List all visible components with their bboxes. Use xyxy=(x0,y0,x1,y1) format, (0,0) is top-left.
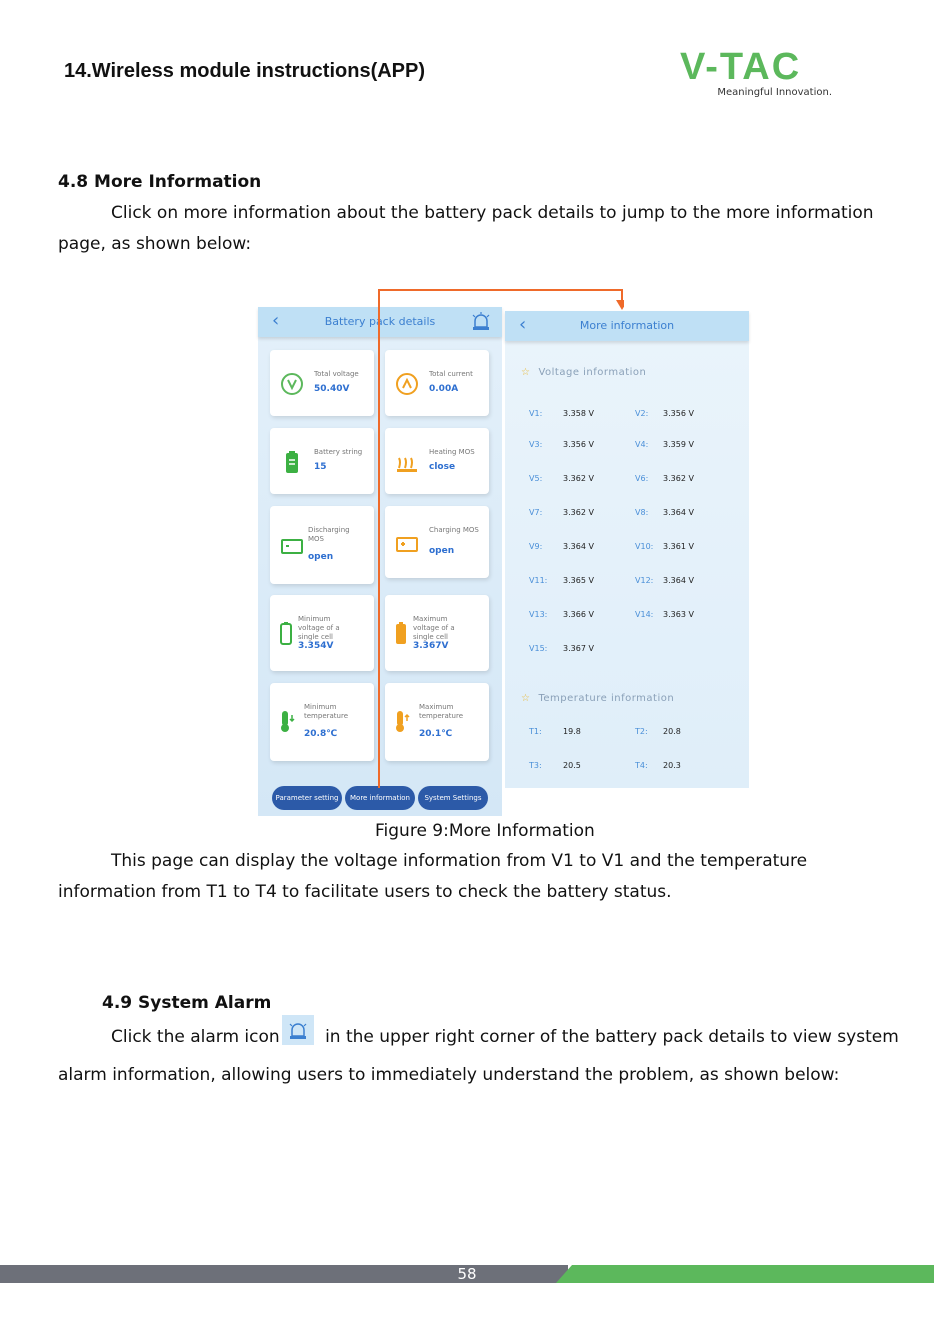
voltage-icon xyxy=(280,372,304,396)
thermometer-low-icon xyxy=(274,709,298,733)
voltage-key: V7: xyxy=(529,508,543,517)
card-total-voltage xyxy=(270,350,374,416)
back-arrow-icon[interactable]: ‹ xyxy=(519,314,527,335)
voltage-value: 3.362 V xyxy=(563,474,594,483)
voltage-value: 3.362 V xyxy=(563,508,594,517)
card-label: Maximum voltage of a single cell xyxy=(413,615,455,641)
voltage-key: V8: xyxy=(635,508,649,517)
temperature-value: 20.3 xyxy=(663,761,681,770)
temperature-key: T3: xyxy=(529,761,542,770)
section-49-paragraph-line1: Click the alarm icon in the upper right corner of the battery pack details to view system xyxy=(111,1022,899,1053)
temperature-key: T4: xyxy=(635,761,648,770)
voltage-value: 3.361 V xyxy=(663,542,694,551)
temperature-value: 19.8 xyxy=(563,727,581,736)
temperature-info-heading: ☆ Temperature information xyxy=(521,693,675,704)
card-label: Total current xyxy=(429,370,473,378)
vtac-logo xyxy=(680,48,832,102)
temperature-value: 20.5 xyxy=(563,761,581,770)
section-title-more-information: 4.8 More Information xyxy=(58,172,262,192)
system-settings-button[interactable]: System Settings xyxy=(418,786,488,810)
section-48-paragraph-line1: Click on more information about the battery pack details to jump to the more information xyxy=(111,203,874,223)
card-value: open xyxy=(308,552,334,562)
back-arrow-icon[interactable]: ‹ xyxy=(272,310,280,331)
section-49-paragraph-line2: alarm information, allowing users to immediately understand the problem, as shown below: xyxy=(58,1065,840,1085)
voltage-key: V12: xyxy=(635,576,654,585)
star-icon: ☆ xyxy=(521,367,531,378)
inline-alarm-icon xyxy=(282,1015,314,1045)
page-number: 58 xyxy=(457,1265,477,1283)
star-icon: ☆ xyxy=(521,693,531,704)
document-header-title: 14.Wireless module instructions(APP) xyxy=(64,60,426,82)
voltage-key: V15: xyxy=(529,644,548,653)
voltage-key: V14: xyxy=(635,610,654,619)
card-value: 15 xyxy=(314,462,327,472)
battery-icon xyxy=(280,450,304,474)
after-figure-line2: information from T1 to T4 to facilitate users to check the battery status. xyxy=(58,882,672,902)
card-label: Battery string xyxy=(314,448,363,456)
voltage-value: 3.366 V xyxy=(563,610,594,619)
card-label: Heating MOS xyxy=(429,448,475,456)
voltage-value: 3.359 V xyxy=(663,440,694,449)
card-value: 20.1℃ xyxy=(419,729,453,739)
voltage-value: 3.358 V xyxy=(563,409,594,418)
card-label: Minimum temperature xyxy=(304,703,348,720)
logo-tagline: Meaningful Innovation. xyxy=(717,87,832,98)
after-figure-line1: This page can display the voltage information from V1 to V1 and the temperature xyxy=(111,851,808,871)
voltage-key: V11: xyxy=(529,576,548,585)
voltage-key: V3: xyxy=(529,440,543,449)
voltage-key: V10: xyxy=(635,542,654,551)
voltage-key: V9: xyxy=(529,542,543,551)
voltage-value: 3.356 V xyxy=(563,440,594,449)
card-battery-string xyxy=(270,428,374,494)
navigation-arrow xyxy=(378,288,624,788)
figure-caption: Figure 9:More Information xyxy=(375,821,595,841)
voltage-value: 3.362 V xyxy=(663,474,694,483)
voltage-key: V2: xyxy=(635,409,649,418)
section-48-paragraph-line2: page, as shown below: xyxy=(58,234,252,254)
card-value: 50.40V xyxy=(314,384,350,394)
card-label: Total voltage xyxy=(314,370,359,378)
battery-pack-title: Battery pack details xyxy=(324,315,436,328)
temperature-value: 20.8 xyxy=(663,727,681,736)
discharge-icon xyxy=(280,534,304,558)
voltage-key: V4: xyxy=(635,440,649,449)
parameter-setting-button[interactable]: Parameter setting xyxy=(272,786,342,810)
voltage-value: 3.356 V xyxy=(663,409,694,418)
logo-text: V-TAC xyxy=(680,46,802,88)
card-value: close xyxy=(429,462,456,472)
voltage-value: 3.365 V xyxy=(563,576,594,585)
card-value: 20.8℃ xyxy=(304,729,338,739)
voltage-value: 3.364 V xyxy=(563,542,594,551)
voltage-value: 3.367 V xyxy=(563,644,594,653)
card-value: 3.367V xyxy=(413,641,449,651)
card-min-temperature xyxy=(270,683,374,761)
voltage-key: V13: xyxy=(529,610,548,619)
voltage-value: 3.364 V xyxy=(663,576,694,585)
voltage-value: 3.363 V xyxy=(663,610,694,619)
card-label: Maximum temperature xyxy=(419,703,463,720)
temperature-key: T1: xyxy=(529,727,542,736)
card-label: Discharging MOS xyxy=(308,526,350,543)
card-discharging-mos xyxy=(270,506,374,584)
voltage-info-heading: ☆ Voltage information xyxy=(521,367,647,378)
card-label: Charging MOS xyxy=(429,526,479,534)
footer-bar-green xyxy=(556,1265,934,1283)
card-label: Minimum voltage of a single cell xyxy=(298,615,340,641)
more-info-title: More information xyxy=(579,319,675,332)
card-min-cell-voltage xyxy=(270,595,374,671)
voltage-key: V1: xyxy=(529,409,543,418)
voltage-key: V5: xyxy=(529,474,543,483)
more-information-button[interactable]: More information xyxy=(345,786,415,810)
card-value: open xyxy=(429,546,455,556)
voltage-value: 3.364 V xyxy=(663,508,694,517)
temperature-key: T2: xyxy=(635,727,648,736)
section-title-system-alarm: 4.9 System Alarm xyxy=(102,993,272,1013)
cell-min-icon xyxy=(274,621,298,645)
voltage-key: V6: xyxy=(635,474,649,483)
card-value: 0.00A xyxy=(429,384,459,394)
card-value: 3.354V xyxy=(298,641,334,651)
